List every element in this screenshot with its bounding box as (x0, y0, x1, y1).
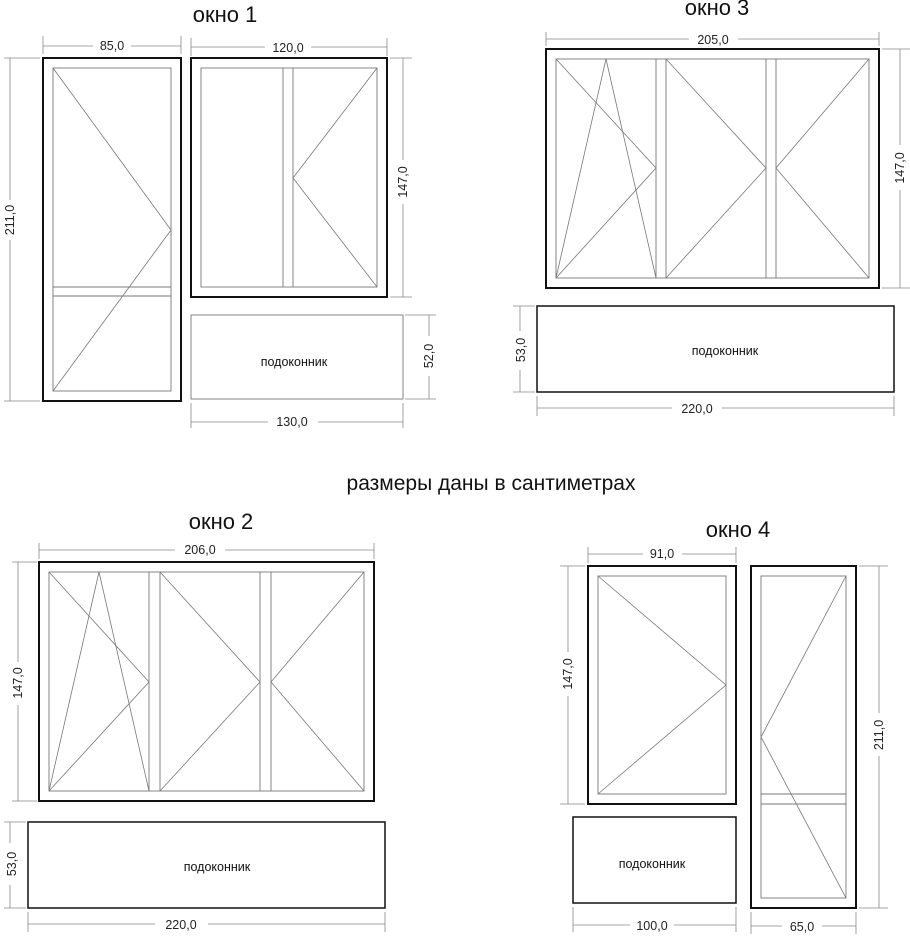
window-sash (201, 68, 377, 287)
units-note: размеры даны в сантиметрах (346, 472, 636, 495)
door-opening-lines (53, 68, 171, 391)
window-4-window (588, 566, 736, 804)
window-frame (39, 562, 374, 801)
window-4-group (560, 517, 888, 934)
window-2-title: окно 2 (188, 509, 254, 534)
window-1-sill (191, 315, 403, 399)
dimension-label: 211,0 (3, 204, 17, 236)
window-2-group (4, 509, 385, 932)
window-3-sill (537, 306, 894, 392)
dimension-label: 147,0 (561, 658, 575, 690)
window-4-title: окно 4 (705, 517, 771, 542)
window-4-sill (573, 817, 736, 903)
dimension-label: 91,0 (649, 547, 675, 561)
door-frame (43, 58, 181, 401)
window-opening-lines (598, 576, 726, 794)
window-1-title: окно 1 (192, 2, 258, 27)
dimension-label: 147,0 (893, 152, 907, 184)
door-opening-lines (761, 576, 846, 898)
dimension-label: 100,0 (636, 919, 668, 933)
window-4-door (751, 566, 856, 908)
window-tilt-lines (49, 572, 149, 791)
window-frame (588, 566, 736, 804)
door-sash (761, 576, 846, 898)
dimension-label: 147,0 (11, 667, 25, 699)
window-3-group (513, 0, 910, 416)
dimension-label: 206,0 (184, 543, 216, 557)
window-3-dimensions (513, 32, 910, 416)
dimension-label: 211,0 (872, 719, 886, 751)
dimension-label: 205,0 (697, 33, 729, 47)
window-opening-lines (160, 572, 260, 791)
dimension-label: 53,0 (5, 851, 19, 877)
dimension-label: 85,0 (99, 39, 125, 53)
dimension-label: 65,0 (789, 920, 815, 934)
window-opening-lines (49, 572, 149, 791)
window-sash (49, 572, 364, 791)
sill-label: подоконник (260, 355, 328, 369)
sill-label: подоконник (618, 857, 686, 871)
door-frame (751, 566, 856, 908)
sill-label: подоконник (691, 344, 759, 358)
window-frame (546, 49, 879, 288)
window-1-window (191, 58, 387, 297)
dimension-label: 147,0 (396, 166, 410, 198)
window-opening-lines (666, 59, 766, 278)
window-1-door (43, 58, 181, 401)
dimension-label: 220,0 (165, 918, 197, 932)
window-sash (598, 576, 726, 794)
window-2-sill (28, 822, 385, 908)
dimension-label: 53,0 (514, 337, 528, 363)
dimension-label: 52,0 (422, 343, 436, 369)
window-tilt-lines (556, 59, 656, 278)
window-3-window (546, 49, 879, 288)
window-4-dimensions (560, 547, 888, 934)
window-opening-lines (776, 59, 869, 278)
dimension-label: 130,0 (276, 415, 308, 429)
door-sash (53, 68, 171, 391)
dimension-label: 120,0 (272, 41, 304, 55)
dimension-label: 220,0 (681, 402, 713, 416)
window-sash (556, 59, 869, 278)
window-3-title: окно 3 (684, 0, 750, 20)
window-2-window (39, 562, 374, 801)
window-opening-lines (556, 59, 656, 278)
sill-label: подоконник (183, 860, 251, 874)
window-opening-lines (271, 572, 364, 791)
window-opening-lines (293, 68, 377, 287)
window-1-group (3, 2, 436, 429)
